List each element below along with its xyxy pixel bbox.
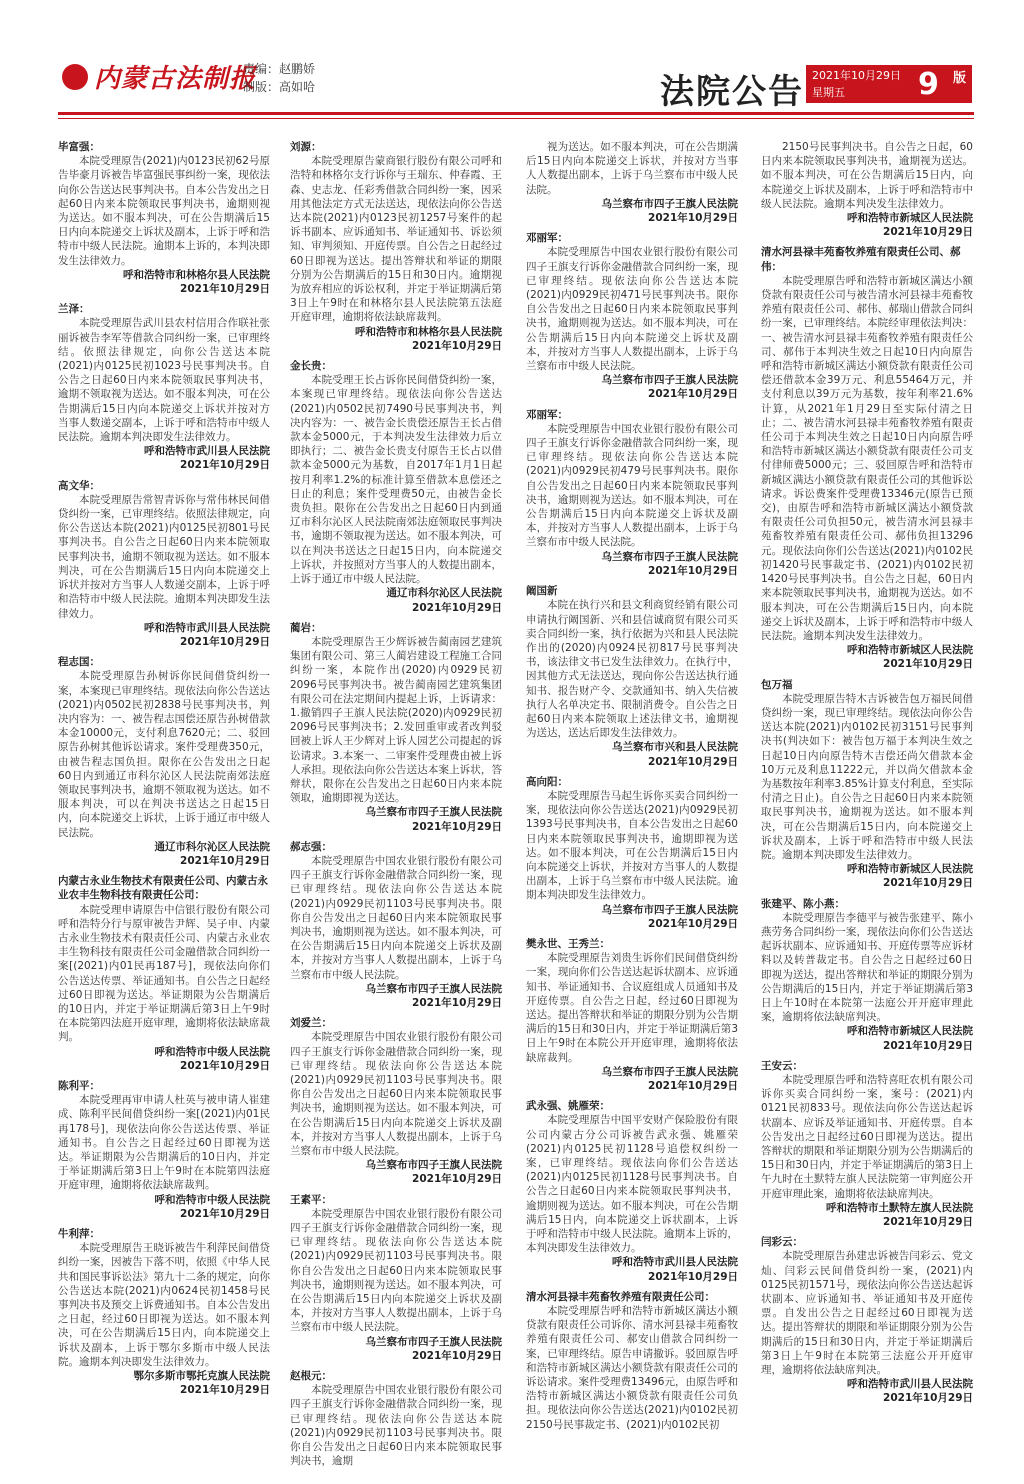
notice-body: 本院受理再审申请人杜英与被申请人崔建成、陈利平民间借贷纠纷一案[(2021)内01民再178号]，现依法向你公告送达传票、举证通知书。自公告之日起经过60日即视为送达。举证期限为公告期满后的10日内，并定于举证期满后第3日上午9时在本院第四法庭开庭审理，逾期将依法缺席裁判。 (58, 1094, 270, 1192)
notice-addressee: 邓丽军： (526, 408, 568, 421)
notice-body: 本院受理原告呼和浩特市新城区满达小额贷款有限责任公司诉你、清水河县禄丰苑畜牧养殖有限责任公司、郝安山借款合同纠纷一案，已审理终结。原告申请撤诉。驳回原告呼和浩特市新城区满达小额贷款有限责任公司的诉讼请求。案件受理费13496元，由原告呼和浩特市新城区满达小额贷款有限责任公司负担。现依法向你公告送达(2021)内0102民初2150号民事裁定书、(2021)内0102民初 (526, 1305, 738, 1431)
notice-date: 2021年10月29日 (883, 877, 973, 890)
notice-body: 本院受理原告常智青诉你与常伟林民间借贷纠纷一案，已审理终结。依照法律规定，向你公告送达本院(2021)内0125民初801号民事判决书。自公告之日起60日内来本院领取民事判决书，逾期不领取视为送达。如不服本判决，可在公告期满后15日内向本院递交上诉状并按对方当事人人数递交副本，上诉于呼和浩特市中级人民法院。逾期本判决即发生法律效力。 (58, 493, 270, 620)
notice-addressee: 刘爱兰： (290, 1017, 332, 1030)
court-notice (526, 584, 738, 769)
notice-addressee: 武永强、姚雁荣： (526, 1100, 610, 1113)
notice-addressee: 阚国新 (526, 585, 558, 598)
court-notice (526, 1290, 738, 1432)
column-2 (290, 140, 502, 1474)
notice-body: 本院受理原告中国农业银行股份有限公司四子王旗支行诉你金融借款合同纠纷一案，现已审理终结。现依法向你公告送达本院(2021)内0929民初1103号民事判决书。限你自公告发出之日起60日内来本院领取民事判决书，逾期则视为送达。如不服本判决，可在公告期满后15日内向本院递交上诉状及副本，并按对方当事人人数提出副本，上诉于乌兰察布市中级人民法院。 (290, 1207, 502, 1334)
notice-addressee: 王安云： (761, 1059, 803, 1072)
notice-court: 乌兰察布市四子王旗人民法院 (601, 374, 738, 387)
notice-body: 本院受理原告中国农业银行股份有限公司四子王旗支行诉你金融借款合同纠纷一案，现已审理终结。现依法向你公告送达本院(2021)内0929民初479号民事判决书。限你自公告发出之日起60日内来本院领取民事判决书，逾期则视为送达。如不服本判决，可在公告期满后15日内向本院递交上诉状及副本，并按对方当事人人数提出副本，上诉于乌兰察布市中级人民法院。 (526, 422, 738, 549)
notice-court: 通辽市科尔沁区人民法院 (386, 587, 502, 600)
notice-date: 2021年10月29日 (883, 658, 973, 671)
notice-body: 本院受理原告刘贵生诉你们民间借贷纠纷一案，现向你们公告送达起诉状副本、应诉通知书、举证通知书、合议庭组成人员通知书及开庭传票。自公告之日起，经过60日即视为送达。提出答辩状和举证的期限分别为公告期满后的15日和30日内，并定于举证期满后第3日上午9时在本院公开开庭审理，逾期将依法缺席裁判。 (526, 952, 738, 1064)
page-suffix: 版 (952, 71, 966, 86)
notice-court: 呼和浩特市和林格尔县人民法院 (123, 268, 270, 281)
notice-addressee: 牛利萍： (58, 1228, 100, 1241)
notice-body: 本院受理原告王晓诉被告牛利萍民间借贷纠纷一案，因被告下落不明，依照《中华人民共和国民事诉讼法》第九十二条的规定，向你公告送达本院(2021)内0624民初1458号民事判决书及预交上诉费通知书。自本公告发出之日起，经过60日即视为送达。如不服本判决，可在公告期满后15日内，向本院递交上诉状及副本，上诉于鄂尔多斯市中级人民法院。逾期本判决即发生法律效力。 (58, 1242, 270, 1368)
header-rule-thin (58, 118, 974, 119)
notice-court: 乌兰察布市四子王旗人民法院 (365, 1159, 502, 1172)
court-notice (290, 1193, 502, 1363)
court-notice (58, 1227, 270, 1397)
notice-body: 本院受理原告中国农业银行股份有限公司四子王旗支行诉你金融借款合同纠纷一案，现已审理终结。现依法向你公告送达本院(2021)内0929民初1103号民事判决书。限你自公告发出之日起60日内来本院领取民事判决书，逾期则视为送达。如不服本判决，可在公告期满后15日内向本院递交上诉状及副本，并按对方当事人人数提出副本，上诉于乌兰察布市中级人民法院。 (290, 854, 502, 981)
editor-credits (243, 60, 315, 96)
notice-court: 呼和浩特市新城区人民法院 (847, 1025, 973, 1038)
court-notice (290, 1016, 502, 1186)
notice-date: 2021年10月29日 (648, 1270, 738, 1283)
notice-date: 2021年10月29日 (648, 564, 738, 577)
court-notice (761, 1059, 973, 1229)
editor-line: 责编：赵鹏娇 (243, 62, 316, 76)
notice-addressee: 王素平： (290, 1193, 332, 1206)
notice-date: 2021年10月29日 (180, 1207, 270, 1220)
notice-addressee: 高文华： (58, 479, 100, 492)
notice-court: 乌兰察布市四子王旗人民法院 (601, 197, 738, 210)
notice-court: 鄂尔多斯市鄂托克旗人民法院 (133, 1370, 270, 1383)
notice-addressee: 郝志强： (290, 840, 332, 853)
page-number: 9 (918, 67, 939, 102)
notice-date: 2021年10月29日 (180, 854, 270, 867)
court-notice (761, 1235, 973, 1405)
notice-body: 本院受理原告呼和浩特喜旺农机有限公司诉你买卖合同纠纷一案，案号：(2021)内0121民初833号。现依法向你公告送达起诉状副本、应诉及举证通知书、开庭传票。自本公告发出之日起经过60日即视为送达。提出答辩状的期限和举证期限分别为公告期满后的15日和30日内，并定于举证期满后的第3日上午九时在土默特左旗人民法院第一审判庭公开开庭审理此案，逾期将依法缺席判决。 (761, 1074, 973, 1200)
court-notice (526, 775, 738, 931)
notice-court: 通辽市科尔沁区人民法院 (154, 840, 270, 853)
notice-body: 本院受理原告武川县农村信用合作联社张丽诉被告李军等借款合同纠纷一案，已审理终结。依照法律规定，向你公告送达本院(2021)内0125民初1023号民事判决书。自公告之日起60日内来本院领取民事判决书，逾期不领取视为送达。如不服本判决，可在公告期满后15日内向本院递交上诉状并按对方当事人数递交副本，上诉于呼和浩特市中级人民法院。逾期本判决即发生法律效力。 (58, 317, 270, 444)
notice-court: 乌兰察布市四子王旗人民法院 (365, 806, 502, 819)
court-notice (58, 479, 270, 649)
notice-date: 2021年10月29日 (412, 1173, 502, 1186)
notice-court: 呼和浩特市武川县人民法院 (612, 1256, 738, 1269)
court-notice (761, 678, 973, 891)
notice-body: 2150号民事判决书。自公告之日起，60日内来本院领取民事判决书，逾期视为送达。如不服本判决，可在公告期满后15日内，向本院递交上诉状及副本，上诉于呼和浩特市中级人民法院。逾期本判决发生法律效力。 (761, 141, 973, 210)
notice-addressee: 赵根元： (290, 1370, 332, 1383)
court-notice (761, 245, 973, 671)
court-notice (58, 874, 270, 1073)
court-notice (526, 408, 738, 578)
notice-body: 本院受理原告特木吉诉被告包万福民间借贷纠纷一案，现已审理终结。现依法向你公告送达本院(2021)内0102民初3151号民事判决书(判决如下：被告包万福于本判决生效之日起10日内向原告特木吉偿还尚欠借款本金10万元及利息11222元，并以尚欠借款本金为基数按年利率3.85%计算支付利息，至实际付清之日止)。自公告之日起60日内来本院领取民事判决书，逾期视为送达。如不服本判决，可在公告期满后15日内，向本院递交上诉状及副本，上诉于呼和浩特市中级人民法院。逾期本判决即发生法律效力。 (761, 692, 973, 861)
notice-body: 本院受理原告王少辉诉被告蔺南园艺建筑集团有限公司、第三人蔺岩建设工程施工合同纠纷一案，本院作出(2020)内0929民初2096号民事判决书。被告蔺南园艺建筑集团有限公司在法定期间内提起上诉，上诉请求：1.撤销四子王旗人民法院(2020)内0929民初2096号民事判决书；2.发回重审或者改判驳回被上诉人王少辉对上诉人园艺公司提起的诉讼请求。3.本案一、二审案件受理费由被上诉人承担。现依法向你公告送达本案上诉状，答辩状，限你在公告发出之日起60日内来本院领取，逾期即视为送达。 (290, 635, 502, 805)
issue-weekday: 星期五 (812, 86, 845, 99)
newspaper-logo: 内蒙古法制报 (62, 58, 256, 95)
logo-emblem-icon (62, 64, 88, 90)
notice-court: 呼和浩特市新城区人民法院 (847, 212, 973, 225)
notice-date: 2021年10月29日 (180, 1384, 270, 1397)
court-notice (290, 840, 502, 1010)
notice-addressee: 刘源： (290, 141, 322, 153)
notice-date: 2021年10月29日 (648, 755, 738, 768)
notice-date: 2021年10月29日 (180, 1059, 270, 1072)
notice-addressee: 高向阳： (526, 775, 568, 788)
court-notice (526, 937, 738, 1093)
court-notice (761, 897, 973, 1053)
notice-addressee: 包万福 (761, 678, 793, 691)
notice-date: 2021年10月29日 (883, 1039, 973, 1052)
court-notice (290, 621, 502, 834)
notice-addressee: 毕富强： (58, 141, 100, 153)
column-4 (761, 140, 973, 1412)
court-notice (58, 302, 270, 472)
court-notice (290, 140, 502, 353)
notice-court: 乌兰察布市兴和县人民法院 (612, 741, 738, 754)
producer-line: 制版：高如哈 (243, 80, 316, 94)
notice-court: 呼和浩特市武川县人民法院 (144, 445, 270, 458)
notice-addressee: 闫彩云： (761, 1236, 803, 1249)
court-notice (58, 1079, 270, 1221)
notice-date: 2021年10月29日 (412, 1349, 502, 1362)
notice-date: 2021年10月29日 (883, 226, 973, 239)
notice-court: 呼和浩特市新城区人民法院 (847, 863, 973, 876)
notice-body: 本院受理原告孙建忠诉被告闫彩云、党文灿、闫彩云民间借贷纠纷一案，(2021)内0125民初1571号，现依法向你公告送达起诉状副本、应诉通知书、举证通知书及开庭传票。自发出公告之日起经过60日即视为送达。提出答辩状的期限和举证期限分别为公告期满后的15日和30日内，并定于举证期满后第3日上午9时在本院第三法庭公开开庭审理，逾期将依法缺席判决。 (761, 1250, 973, 1377)
notice-body: 本院受理原告中国农业银行股份有限公司四子王旗支行诉你金融借款合同纠纷一案，现已审理终结。现依法向你公告送达本院(2021)内0929民初1103号民事判决书。限你自公告发出之日起60日内来本院领取民事判决书，逾期则视为送达。如不服本判决，可在公告期满后15日内向本院递交上诉状及副本，并按对方当事人人数提出副本，上诉于乌兰察布市中级人民法院。 (290, 1031, 502, 1158)
notice-court: 呼和浩特市土默特左旗人民法院 (826, 1201, 973, 1214)
masthead (0, 0, 1024, 118)
notice-addressee: 内蒙古永业生物技术有限责任公司、内蒙古永业农丰生物科技有限责任公司： (58, 875, 268, 902)
court-notice (761, 140, 973, 239)
notice-court: 乌兰察布市四子王旗人民法院 (365, 982, 502, 995)
notice-addressee: 兰泽： (58, 303, 90, 316)
notice-date: 2021年10月29日 (412, 820, 502, 833)
notice-date: 2021年10月29日 (180, 635, 270, 648)
notice-body: 本院受理王长占诉你民间借贷纠纷一案，本案现已审理终结。现依法向你公告送达(2021)内0502民初7490号民事判决书，判决内容为：一、被告金长贵偿还原告王长占借款本金5000元，于本判决发生法律效力后立即执行；二、被告金长贵支付原告王长占以借款本金5000元为基数，自2017年1月1日起按月利率1.2%的标准计算至借款本息偿还之日止的利息；案件受理费50元，由被告金长贵负担。限你在公告发出之日起60日内到通辽市科尔沁区人民法院南郊法庭领取民事判决书，逾期不领取视为送达。如不服本判决，可以在判决书送达之日起15日内，向本院递交上诉状，并按照对方当事人的人数提出副本，上诉于通辽市中级人民法院。 (290, 374, 502, 586)
notice-court: 乌兰察布市四子王旗人民法院 (601, 1065, 738, 1078)
notice-court: 呼和浩特市和林格尔县人民法院 (355, 325, 502, 338)
notice-body: 本院受理原告(2021)内0123民初62号原告毕豪月诉被告毕富强民事纠纷一案，现依法向你公告送达民事判决书。自本公告发出之日起60日内来本院领取民事判决书，逾期则视为送达。如不服本判决，可在公告期满后15日内向本院递交上诉状及副本，上诉于呼和浩特市中级人民法院。逾期本上诉的，本判决即发生法律效力。 (58, 155, 270, 267)
notice-court: 乌兰察布市四子王旗人民法院 (365, 1335, 502, 1348)
header-rule (58, 112, 974, 115)
court-notice (526, 231, 738, 401)
issue-date: 2021年10月29日 (812, 69, 901, 82)
notice-addressee: 程志国： (58, 656, 100, 669)
notice-court: 乌兰察布市四子王旗人民法院 (601, 903, 738, 916)
notice-court: 乌兰察布市四子王旗人民法院 (601, 550, 738, 563)
notice-body: 本院受理原告中国平安财产保险股份有限公司内蒙古分公司诉被告武永强、姚雁荣(2021)内0125民初1128号追偿权纠纷一案，已审理终结。现依法向你们公告送达(2021)内0125民初1128号民事判决书。自公告之日起60日内来本院领取民事判决书，逾期则视为送达。如不服本判决，可在公告期满后15日内，向本院递交上诉状副本，上诉于呼和浩特市中级人民法院。逾期本上诉的，本判决即发生法律效力。 (526, 1114, 738, 1255)
notice-addressee: 清水河县禄丰苑畜牧养殖有限责任公司： (526, 1290, 715, 1303)
notice-date: 2021年10月29日 (883, 1392, 973, 1405)
notice-court: 呼和浩特市中级人民法院 (154, 1193, 270, 1206)
column-3 (526, 140, 738, 1438)
notice-court: 呼和浩特市新城区人民法院 (847, 644, 973, 657)
notice-date: 2021年10月29日 (412, 601, 502, 614)
notice-body: 本院受理申请原告中信银行股份有限公司呼和浩特分行与原审被告尹辉、吴子申、内蒙古永业生物技术有限责任公司、内蒙古永业农丰生物科技有限责任公司金融借款合同纠纷一案[(2021)内01民再187号]，现依法向你们公告送达传票、举证通知书。自公告之日起经过60日即视为送达。举证期限为公告期满后的10日内，并定于举证期满后第3日上午9时在本院第四法庭开庭审理，逾期将依法缺席裁判。 (58, 903, 270, 1044)
section-title: 法院公告 (660, 72, 804, 112)
column-1 (58, 140, 270, 1403)
notice-body: 视为送达。如不服本判决，可在公告期满后15日内向本院递交上诉状，并按对方当事人人数提出副本，上诉于乌兰察布市中级人民法院。 (526, 141, 738, 196)
notice-date: 2021年10月29日 (648, 212, 738, 225)
notice-addressee: 樊永世、王秀兰： (526, 937, 610, 950)
notice-body: 本院受理原告中国农业银行股份有限公司四子王旗支行诉你金融借款合同纠纷一案，现已审理终结。现依法向你公告送达本院(2021)内0929民初471号民事判决书。限你自公告发出之日起60日内来本院领取民事判决书，逾期则视为送达。如不服本判决，可在公告期满后15日内向本院递交上诉状及副本，并按对方当事人人数提出副本，上诉于乌兰察布市中级人民法院。 (526, 246, 738, 373)
notice-body: 本院在执行兴和县文利商贸经销有限公司申请执行阚国新、兴和县信诚商贸有限公司买卖合同纠纷一案，执行依据为兴和县人民法院作出的(2020)内0924民初817号民事判决书，该法律文书已发生法律效力。在执行中，因其他方式无法送达，现向你公告送达执行通知书、报告财产令、交款通知书、纳入失信被执行人名单决定书、限制消费令。自公告之日起60日内来本院领取上述法律文书，逾期视为送达，送达后即发生法律效力。 (526, 599, 738, 740)
notice-addressee: 蔺岩： (290, 621, 322, 634)
notice-body: 本院受理原告蒙商银行股份有限公司呼和浩特和林格尔支行诉你与王瑞东、仲春霞、王森、史志龙、任彩秀借款合同纠纷一案，因采用其他法定方式无法送达，现依法向你公告送达本院(2021)内0123民初1257号案件的起诉书副本、应诉通知书、举证通知书、诉讼须知、审判须知、开庭传票。自公告之日起经过60日即视为送达。提出答辩状和举证的期限分别为公告期满后的15日和30日内。逾期视为放弃相应的诉讼权利，并定于举证期满后第3日上午9时在和林格尔县人民法院第五法庭开庭审理，逾期将依法缺席裁判。 (290, 155, 502, 324)
court-notice (290, 1369, 502, 1468)
court-notice (58, 655, 270, 868)
notice-court: 呼和浩特市武川县人民法院 (144, 621, 270, 634)
notice-date: 2021年10月29日 (648, 388, 738, 401)
notice-body: 本院受理原告呼和浩特市新城区满达小额贷款有限责任公司与被告清水河县禄丰苑畜牧养殖有限责任公司、郝伟、郝瑞山借款合同纠纷一案，已审理终结。本院经审理依法判决：一、被告清水河县禄丰苑畜牧养殖有限责任公司、郝伟于本判决生效之日起10日内向原告呼和浩特市新城区满达小额贷款有限责任公司偿还借款本金39万元、利息55464万元，并支付利息以39万元为基数，按年利率21.6%计算，从2021年1月29日至实际付清之日止；二、被告清水河县禄丰苑畜牧养殖有限责任公司于本判决生效之日起10日内向原告呼和浩特市新城区满达小额贷款有限责任公司支付律师费5000元；三、驳回原告呼和浩特市新城区满达小额贷款有限责任公司的其他诉讼请求。诉讼费案件受理费13346元(原告已预交)，由原告呼和浩特市新城区满达小额贷款有限责任公司负担50元，被告清水河县禄丰苑畜牧养殖有限责任公司、郝伟负担13296元。现依法向你们公告送达(2021)内0102民初1420号民事裁定书、(2021)内0102民初1420号民事判决书。自公告之日起，60日内来本院领取民事判决书，逾期视为送达。如不服本判决，可在公告期满后15日内，向本院递交上诉状及副本，上诉于呼和浩特市中级人民法院。逾期本判决发生法律效力。 (761, 274, 973, 642)
notice-court: 呼和浩特市武川县人民法院 (847, 1378, 973, 1391)
notice-date: 2021年10月29日 (180, 283, 270, 296)
notice-body: 本院受理原告孙树诉你民间借贷纠纷一案，本案现已审理终结。现依法向你公告送达(2021)内0502民初2838号民事判决书，判决内容为：一、被告程志国偿还原告孙树借款本金10000元，支付利息7620元；二、驳回原告孙树其他诉讼请求。案件受理费350元，由被告程志国负担。限你在公告发出之日起60日内到通辽市科尔沁区人民法院南郊法庭领取民事判决书，逾期不领取视为送达。如不服本判决，可以在判决书送达之日起15日内，向本院递交上诉状，上诉于通辽市中级人民法院。 (58, 670, 270, 839)
notice-body: 本院受理原告马起生诉你买卖合同纠纷一案，现依法向你公告送达(2021)内0929民初1393号民事判决书，自本公告发出之日起60日内来本院领取民事判决书，逾期即视为送达。如不服本判决，可在公告期满后15日内向本院递交上诉状，并按对方当事人的人数提出副本，上诉于乌兰察布市中级人民法院。逾期本判决即发生法律效力。 (526, 789, 738, 902)
notice-date: 2021年10月29日 (883, 1216, 973, 1229)
notice-body: 本院受理原告中国农业银行股份有限公司四子王旗支行诉你金融借款合同纠纷一案，现已审理终结。现依法向你公告送达本院(2021)内0929民初1103号民事判决书。限你自公告发出之日起60日内来本院领取民事判决书，逾期 (290, 1384, 502, 1468)
notice-addressee: 陈利平： (58, 1080, 100, 1092)
court-notice (58, 140, 270, 296)
notice-addressee: 邓丽军： (526, 232, 568, 245)
notice-court: 呼和浩特市中级人民法院 (154, 1045, 270, 1058)
notice-addressee: 金长贵： (290, 360, 332, 373)
court-notice (290, 359, 502, 615)
page-number-box (908, 65, 972, 103)
notice-date: 2021年10月29日 (412, 996, 502, 1009)
court-notice (526, 1099, 738, 1284)
notice-body: 本院受理原告李德平与被告张建平、陈小燕劳务合同纠纷一案，现依法向你们公告送达起诉状副本、应诉通知书、开庭传票等应诉材料以及转普裁定书。自公告之日起经过60日即视为送达，提出答辩状和举证的期限分别为公告期满后的15日内，并定于举证期满后第3日上午10时在本院第一法庭公开开庭审理此案，逾期将依法缺席判决。 (761, 911, 973, 1024)
notice-addressee: 清水河县禄丰苑畜牧养殖有限责任公司、郝伟： (761, 246, 961, 273)
issue-date-box (806, 65, 908, 103)
notice-date: 2021年10月29日 (412, 339, 502, 352)
notice-addressee: 张建平、陈小燕： (761, 897, 845, 910)
court-notice (526, 140, 738, 225)
notice-date: 2021年10月29日 (180, 459, 270, 472)
notice-date: 2021年10月29日 (648, 917, 738, 930)
notice-date: 2021年10月29日 (648, 1080, 738, 1092)
